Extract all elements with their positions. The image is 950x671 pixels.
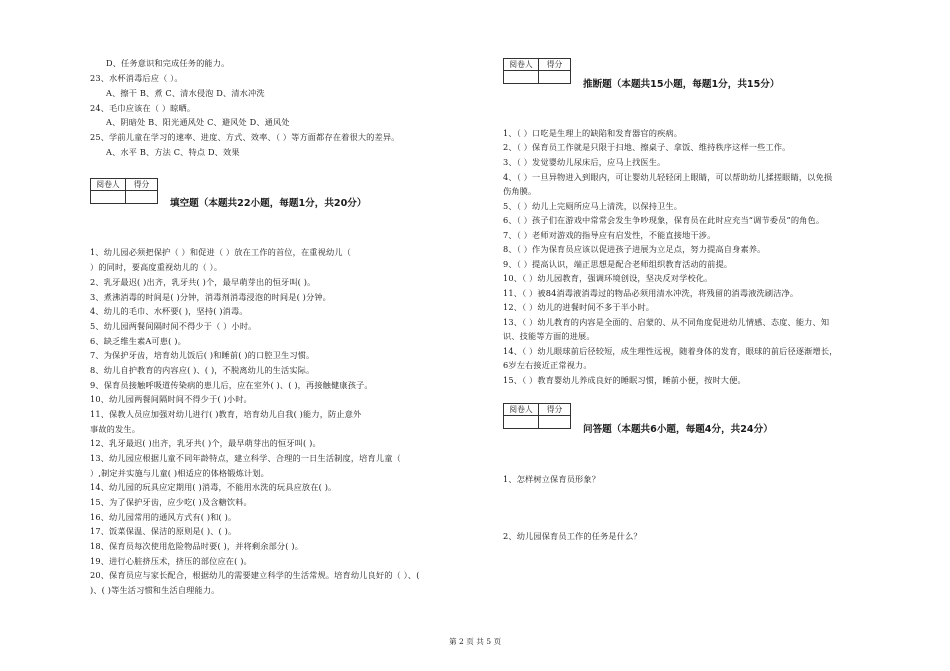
question-line: 11、保教人员应加强对幼儿进行( )教育，培育幼儿自我( )能力，防止意外 [90,409,362,419]
score-label: 得分 [126,179,158,191]
question-line: 18、保育员每次使用危险物品时要( )，并将剩余部分( )。 [90,541,304,551]
question-line: ）的同时，要高度重视幼儿的（ ）。 [90,262,223,272]
question-line: 14、（ ）幼儿眼球前后径较短，成生理性远视，随着身体的发育，眼球的前后径逐渐增长， [503,346,838,356]
question-line: 17、饭菜保温、保洁的原则是( )、( )。 [90,526,237,536]
question-line: 15、（ ）教育婴幼儿养成良好的睡眠习惯，睡前小便，按时大便。 [503,375,746,385]
reviewer-label: 阅卷人 [504,59,539,71]
question-line: 5、幼儿园两餐间隔时间不得少于（ ）小时。 [90,321,257,331]
section-title-qa: 问答题（本题共6小题，每题4分，共24分） [583,424,773,435]
choice-line: A、水平 B、方法 C、特点 D、效果 [106,147,240,157]
reviewer-label: 阅卷人 [91,179,126,191]
question-line: 2、乳牙最迟( )出齐，乳牙共( )个，最早萌芽出的恒牙叫( )。 [90,277,316,287]
section-title-fill-blank: 填空题（本题共22小题，每题1分，共20分） [170,198,367,209]
score-label: 得分 [539,59,571,71]
choice-line: 24、毛巾应该在（ ）晾晒。 [90,103,196,113]
score-cell[interactable] [126,191,158,204]
question-line: 16、幼儿园常用的通风方式有( )和( )。 [90,512,237,522]
question-line: 20、保育员应与家长配合，根据幼儿的需要建立科学的生活常规。培育幼儿良好的（ ）、( [90,570,420,580]
question-line: )、( )等生活习惯和生活自理能力。 [90,585,220,595]
question-line: 2、幼儿园保育员工作的任务是什么？ [503,531,642,541]
question-line: 识、技能等方面的进展。 [503,331,595,341]
question-line: 6、（ ）孩子们在游戏中常常会发生争吵现象，保育员在此时应充当“调节委员”的角色。 [503,215,825,225]
choice-line: 23、水杯消毒后应（ ）。 [90,73,183,83]
question-line: 4、幼儿的毛巾、水杯要( )，坚持( )消毒。 [90,306,248,316]
question-line: 15、为了保护牙齿，应少吃( )及含糖饮料。 [90,497,252,507]
question-line: 6岁左右接近正常视力。 [503,360,592,370]
question-line: 7、（ ）老师对游戏的指导应有启发性，不能直接地干涉。 [503,230,716,240]
question-line: 10、（ ）幼儿园教育，强调环境创设，坚决反对学校化。 [503,273,713,283]
question-line: 13、幼儿园应根据儿童不同年龄特点，建立科学、合理的一日生活制度，培育儿童（ [90,453,401,463]
question-line: 14、幼儿园的玩具应定期用( )消毒，不能用水洗的玩具应放在( )。 [90,482,337,492]
question-line: 4、（ ）一旦异物进入到眼内，可让婴幼儿轻轻闭上眼睛，可以帮助幼儿揉搓眼睛，以免损 [503,172,833,182]
reviewer-cell[interactable] [91,191,126,204]
question-line: 1、（ ）口吃是生理上的缺陷和发育器官的疾病。 [503,128,683,138]
question-line: 12、（ ）幼儿的进餐时间不多于半小时。 [503,302,655,312]
choice-line: D、任务意识和完成任务的能力。 [106,58,230,68]
reviewer-label: 阅卷人 [504,404,539,416]
question-line: 3、（ ）发觉婴幼儿尿床后，应马上找医生。 [503,157,666,167]
question-line: 7、为保护牙齿，培育幼儿饭后( )和睡前( )的口腔卫生习惯。 [90,350,315,360]
question-line: 3、煮沸消毒的时间是( )分钟，消毒剂消毒浸泡的时间是( )分钟。 [90,292,332,302]
question-line: 2、（ ）保育员工作就是只限于扫地、擦桌子、拿饭、维持秩序这样一些工作。 [503,142,791,152]
score-box [90,178,158,204]
question-line: 1、幼儿园必须把保护（ ）和促进（ ）放在工作的首位，在重视幼儿（ [90,247,351,257]
question-line: 8、幼儿自护教育的内容应( )、( )，不脱离幼儿的生活实际。 [90,365,315,375]
page-number: 第 2 页 共 5 页 [448,637,502,646]
score-cell[interactable] [539,71,571,84]
question-line: 伤角膜。 [503,186,537,196]
question-line: 19、进行心脏挤压术，挤压的部位应在( )。 [90,556,252,566]
reviewer-cell[interactable] [504,71,539,84]
score-label: 得分 [539,404,571,416]
question-line: 9、（ ）提高认识，端正思想是配合老师组织教育活动的前提。 [503,259,733,269]
question-line: 8、（ ）作为保育员应该以促进孩子进展为立足点，努力提高自身素养。 [503,244,766,254]
question-line: ）,制定并实施与儿童( )相适应的体格锻炼计划。 [90,468,269,478]
reviewer-cell[interactable] [504,416,539,429]
score-box [503,58,571,84]
question-line: 12、乳牙最迟( )出齐，乳牙共( )个，最早萌芽出的恒牙叫( )。 [90,438,321,448]
question-line: 10、幼儿园两餐间隔时间不得少于( )小时。 [90,394,252,404]
score-cell[interactable] [539,416,571,429]
question-line: 事故的发生。 [90,424,141,434]
choice-line: 25、学前儿童在学习的速率、进度、方式、效率、（ ）等方面都存在着很大的差异。 [90,132,400,142]
question-line: 5、（ ）幼儿上完厕所应马上清洗，以保持卫生。 [503,201,683,211]
question-line: 11、（ ）被84消毒液消毒过的物品必须用清水冲洗，将残留的消毒液洗刷洁净。 [503,288,799,298]
choice-line: A、阴暗处 B、阳光通风处 C、避风处 D、通风处 [106,117,290,127]
choice-line: A、擦干 B、煮 C、清水侵泡 D、清水冲洗 [106,88,265,98]
question-line: 9、保育员接触呼吸道传染病的患儿后，应在室外( )、( )，再接触健康孩子。 [90,380,373,390]
score-box [503,403,571,429]
question-line: 1、怎样树立保育员形象？ [503,474,601,484]
section-title-judgment: 推断题（本题共15小题，每题1分，共15分） [583,79,780,90]
question-line: 6、缺乏维生素A可患( )。 [90,336,186,346]
question-line: 13、（ ）幼儿教育的内容是全面的、启蒙的、从不同角度促进幼儿情感、态度、能力、知 [503,317,830,327]
